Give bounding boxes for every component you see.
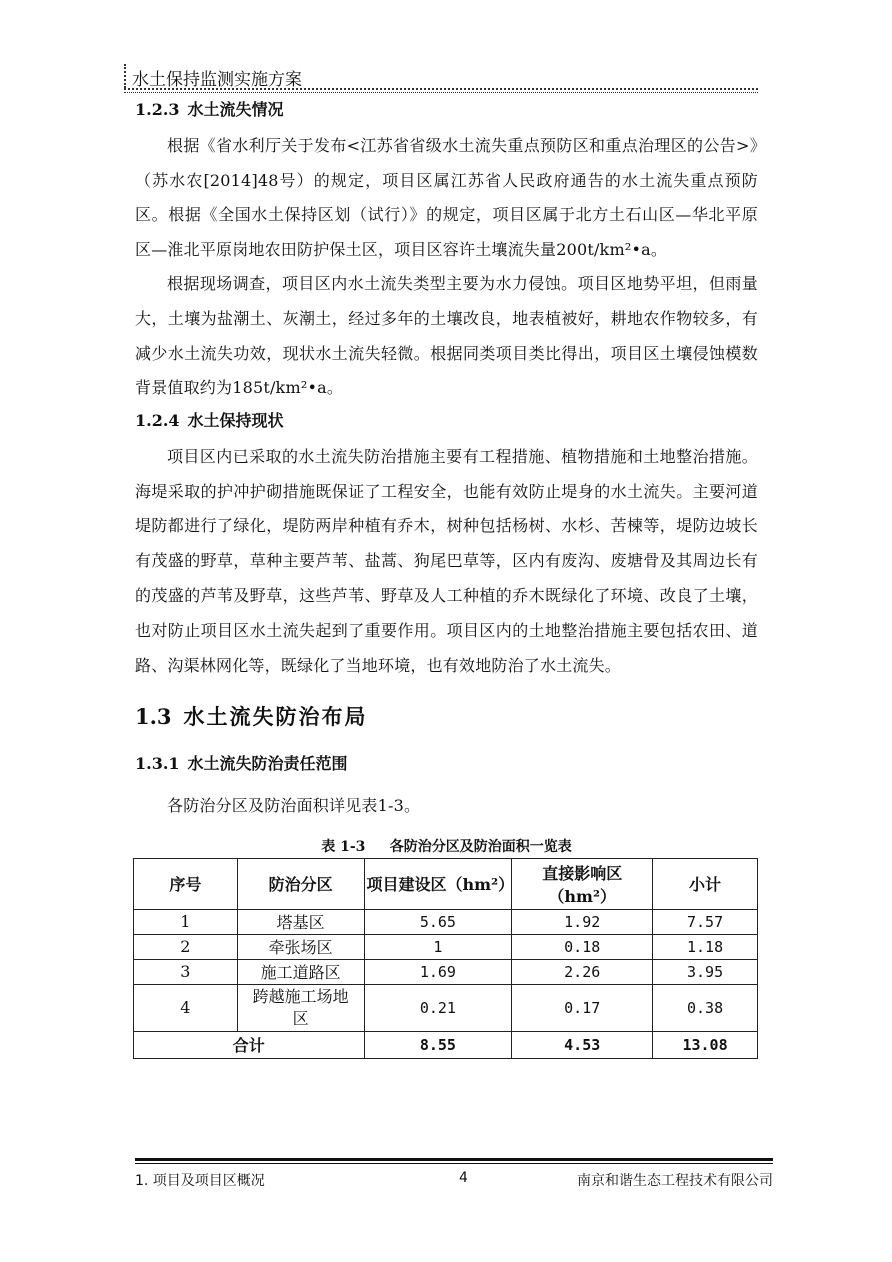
paragraph: 根据现场调查，项目区内水土流失类型主要为水力侵蚀。项目区地势平坦，但雨量大，土壤为盐潮土、灰潮土，经过多年的土壤改良，地表植被好，耕地农作物较多，有减少水土流失功效，现状水土流失轻微。根据同类项目类比得出，项目区土壤侵蚀模数背景值取约为185t/km²•a。 bbox=[135, 274, 758, 398]
table-header-cell: 防治分区 bbox=[237, 858, 364, 909]
table-cell: 4.53 bbox=[512, 1031, 653, 1058]
table-row bbox=[134, 984, 758, 1031]
header-tick-mark bbox=[124, 64, 126, 88]
footer-company: 南京和谐生态工程技术有限公司 bbox=[577, 1173, 773, 1189]
section-number: 1.2.4 bbox=[135, 410, 180, 430]
footer-chapter: 1. 项目及项目区概况 bbox=[135, 1173, 265, 1189]
table-header-cell: 序号 bbox=[134, 858, 238, 909]
paragraph: 各防治分区及防治面积详见表1-3。 bbox=[167, 796, 421, 816]
table-cell: 1 bbox=[364, 934, 512, 959]
header-rule bbox=[124, 88, 758, 90]
table-cell: 8.55 bbox=[364, 1031, 512, 1058]
table-header-row bbox=[134, 858, 758, 909]
header-title: 水土保持监测实施方案 bbox=[132, 70, 302, 90]
table-header-cell: 直接影响区（hm²） bbox=[512, 858, 653, 909]
section-heading-1-3 bbox=[135, 689, 758, 745]
table-caption-title: 各防治分区及防治面积一览表 bbox=[389, 838, 572, 855]
table-caption bbox=[135, 836, 758, 858]
page-number: 4 bbox=[459, 1170, 468, 1186]
paragraph: 根据《省水利厅关于发布<江苏省省级水土流失重点预防区和重点治理区的公告>》（苏水农[2014]48号）的规定，项目区属江苏省人民政府通告的水土流失重点预防区。根据《全国水土保持区划（试行）》的规定，项目区属于北方土石山区—华北平原区—淮北平原岗地农田防护保土区，项目区容许土壤流失量200t/km²•a。 bbox=[135, 136, 758, 259]
section-heading-1-2-4 bbox=[135, 406, 758, 436]
table-row bbox=[134, 909, 758, 934]
table-cell: 1.92 bbox=[512, 909, 653, 934]
page-footer bbox=[135, 1158, 773, 1192]
section-number: 1.3 bbox=[135, 704, 172, 730]
section-title: 水土流失防治布局 bbox=[183, 704, 368, 730]
table-header-cell: 项目建设区（hm²） bbox=[364, 858, 512, 909]
footer-rule-thin bbox=[135, 1163, 773, 1164]
table-cell: 施工道路区 bbox=[237, 959, 364, 984]
table-cell: 3.95 bbox=[653, 959, 758, 984]
table-caption-number: 表 1-3 bbox=[321, 838, 366, 855]
section-title: 水土流失防治责任范围 bbox=[187, 754, 348, 774]
table-cell: 1.18 bbox=[653, 934, 758, 959]
section-title: 水土保持现状 bbox=[187, 410, 284, 430]
table-cell: 0.38 bbox=[653, 984, 758, 1031]
table-header-cell: 小计 bbox=[653, 858, 758, 909]
table-cell: 牵张场区 bbox=[237, 934, 364, 959]
table-cell: 塔基区 bbox=[237, 909, 364, 934]
table-cell: 4 bbox=[134, 984, 238, 1031]
paragraph: 项目区内已采取的水土流失防治措施主要有工程措施、植物措施和土地整治措施。海堤采取的护冲护砌措施既保证了工程安全，也能有效防止堤身的水土流失。主要河道堤防都进行了绿化，堤防两岸种植有乔木，树种包括杨树、水杉、苦楝等，堤防边坡长有茂盛的野草，草种主要芦苇、盐蒿、狗尾巴草等，区内有废沟、废塘骨及其周边长有的茂盛的芦苇及野草，这些芦苇、野草及人工种植的乔木既绿化了环境、改良了土壤，也对防止项目区水土流失起到了重要作用。项目区内的土地整治措施主要包括农田、道路、沟渠林网化等，既绿化了当地环境，也有效地防治了水土流失。 bbox=[135, 446, 758, 675]
header-rule-thin bbox=[124, 92, 758, 93]
table-cell: 2.26 bbox=[512, 959, 653, 984]
section-heading-1-3-1 bbox=[135, 749, 758, 779]
area-table bbox=[133, 858, 758, 1059]
table-cell: 合计 bbox=[134, 1031, 365, 1058]
section-heading-1-2-3 bbox=[135, 95, 758, 125]
table-cell: 13.08 bbox=[653, 1031, 758, 1058]
table-cell: 0.18 bbox=[512, 934, 653, 959]
footer-rule bbox=[135, 1158, 773, 1161]
page-header bbox=[124, 62, 758, 88]
table-cell: 1 bbox=[134, 909, 238, 934]
table-cell: 3 bbox=[134, 959, 238, 984]
table-cell: 0.21 bbox=[364, 984, 512, 1031]
table-row bbox=[134, 934, 758, 959]
table-total-row bbox=[134, 1031, 758, 1058]
table-cell: 0.17 bbox=[512, 984, 653, 1031]
section-title: 水土流失情况 bbox=[187, 100, 284, 119]
table-cell: 2 bbox=[134, 934, 238, 959]
section-number: 1.3.1 bbox=[135, 754, 180, 774]
section-number: 1.2.3 bbox=[135, 100, 180, 119]
table-cell: 1.69 bbox=[364, 959, 512, 984]
page-content bbox=[135, 95, 758, 1059]
table-row bbox=[134, 959, 758, 984]
table-cell: 7.57 bbox=[653, 909, 758, 934]
table-cell: 跨越施工场地区 bbox=[237, 984, 364, 1031]
table-cell: 5.65 bbox=[364, 909, 512, 934]
